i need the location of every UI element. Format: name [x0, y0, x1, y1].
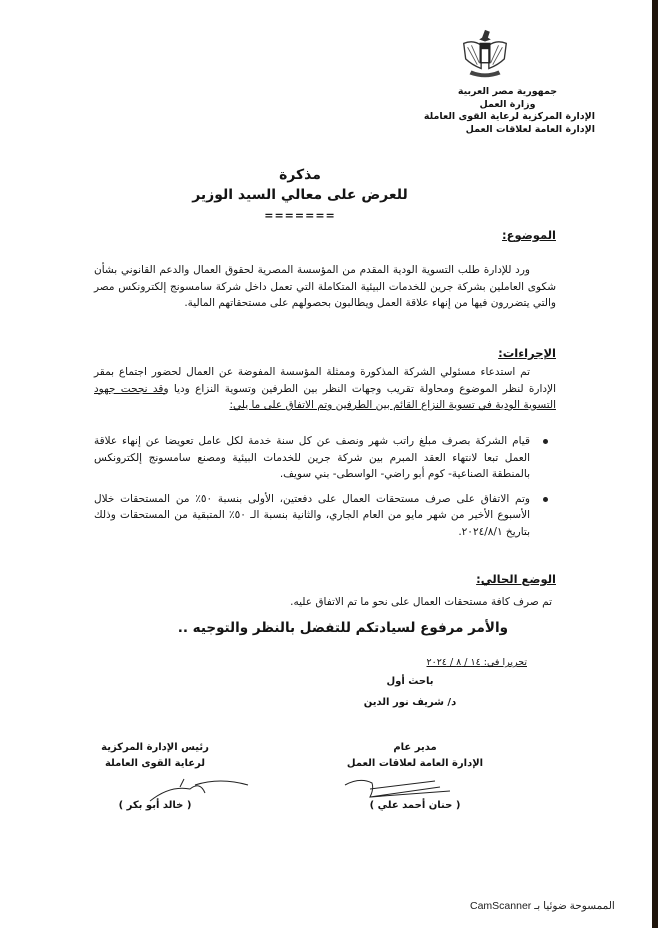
researcher-title: باحث أول — [386, 676, 434, 687]
title-separator: ======= — [264, 209, 336, 222]
title-block — [170, 165, 430, 223]
signatory-name: ( خالد أبو بكر ) — [118, 800, 192, 811]
signatory-dept: لرعاية القوى العاملة — [104, 758, 206, 769]
handwritten-signature-icon — [140, 775, 250, 805]
letterhead-general-admin: الإدارة العامة لعلاقات العمل — [465, 123, 595, 135]
current-status-body: تم صرف كافة مستحقات العمال على نحو ما تم الاتفاق عليه. — [290, 596, 552, 608]
camscanner-watermark: الممسوحة ضوئيا بـ CamScanner — [470, 900, 615, 912]
researcher-name: د/ شريف نور الدين — [363, 697, 457, 708]
egypt-eagle-emblem-icon — [456, 26, 514, 84]
subject-heading: الموضوع: — [502, 228, 556, 242]
procedures-agreement-text: وقد نجحت جهود التسوية الودية في تسوية النزاع القائم بين الطرفين وتم الاتفاق على ما يلي: — [94, 382, 556, 411]
bullet-icon — [543, 497, 548, 502]
letterhead-ministry: وزارة العمل — [479, 98, 536, 110]
procedures-intro — [94, 364, 556, 414]
agreement-item — [94, 433, 556, 483]
scan-edge-strip — [652, 0, 658, 928]
letterhead — [420, 86, 595, 136]
bullet-icon — [543, 439, 548, 444]
dated-line: تحريرا في: ١٤ / ٨ / ٢٠٢٤ — [426, 657, 527, 668]
handwritten-signature-icon — [340, 775, 460, 805]
subject-body: ورد للإدارة طلب التسوية الودية المقدم من المؤسسة المصرية لحقوق العمال والدعم القانوني بشأن شكوى العاملين بشركة جرين للخدمات البيئية المتكاملة التي تعمل داخل شركة سامسونج إلكترونكس مصر والتي يتضررون فيها من إنهاء علاقة العمل ويطالبون بحصولهم على مستحقاتهم المالية. — [94, 264, 556, 309]
memo-title: مذكرة — [279, 167, 321, 183]
memo-subtitle: للعرض على معالي السيد الوزير — [192, 187, 408, 203]
agreement-item — [94, 491, 556, 541]
procedures-heading: الإجراءات: — [498, 346, 556, 360]
letterhead-central-admin: الإدارة المركزية لرعاية القوى العاملة — [423, 111, 595, 122]
agreement-list — [94, 433, 556, 548]
signatory-title: رئيس الإدارة المركزية — [101, 742, 209, 753]
letterhead-country: جمهورية مصر العربية — [457, 86, 558, 97]
agreement-item-text: قيام الشركة بصرف مبلغ راتب شهر ونصف عن كل سنة خدمة لكل عامل تعويضا عن إنهاء علاقة العمل تبعا لانتهاء العقد المبرم بين شركة جرين للخدمات البيئية ومصنع سامسونج إلكترونكس بالمنطقة الصناعية- كوم أبو راضي- الواسطى- بني سويف. — [94, 435, 530, 480]
signatory-name: ( حنان أحمد علي ) — [369, 800, 461, 811]
signatory-title: مدير عام — [393, 742, 437, 753]
current-status-heading: الوضع الحالي: — [476, 572, 556, 586]
procedures-intro-text: تم استدعاء مسئولي الشركة المذكورة وممثلة المؤسسة المفوضة عن العمال لحضور اجتماع بمقر الإدارة لنظر الموضوع ومحاولة تقريب وجهات النظر بين الطرفين وتسوية النزاع وديا — [94, 366, 556, 395]
signatory-dept: الإدارة العامة لعلاقات العمل — [346, 758, 484, 769]
agreement-item-text: وتم الاتفاق على صرف مستحقات العمال على دفعتين، الأولى بنسبة ٥٠٪ من المستحقات خلال الأسبوع الأخير من شهر مايو من العام الجاري، والثانية بنسبة الـ ٥٠٪ المتبقية من المستحقات وذلك بتاريخ ٢٠٢٤/٨/١. — [94, 492, 530, 538]
closing-line: والأمر مرفوع لسيادتكم للتفضل بالنظر والتوجيه .. — [177, 620, 508, 636]
